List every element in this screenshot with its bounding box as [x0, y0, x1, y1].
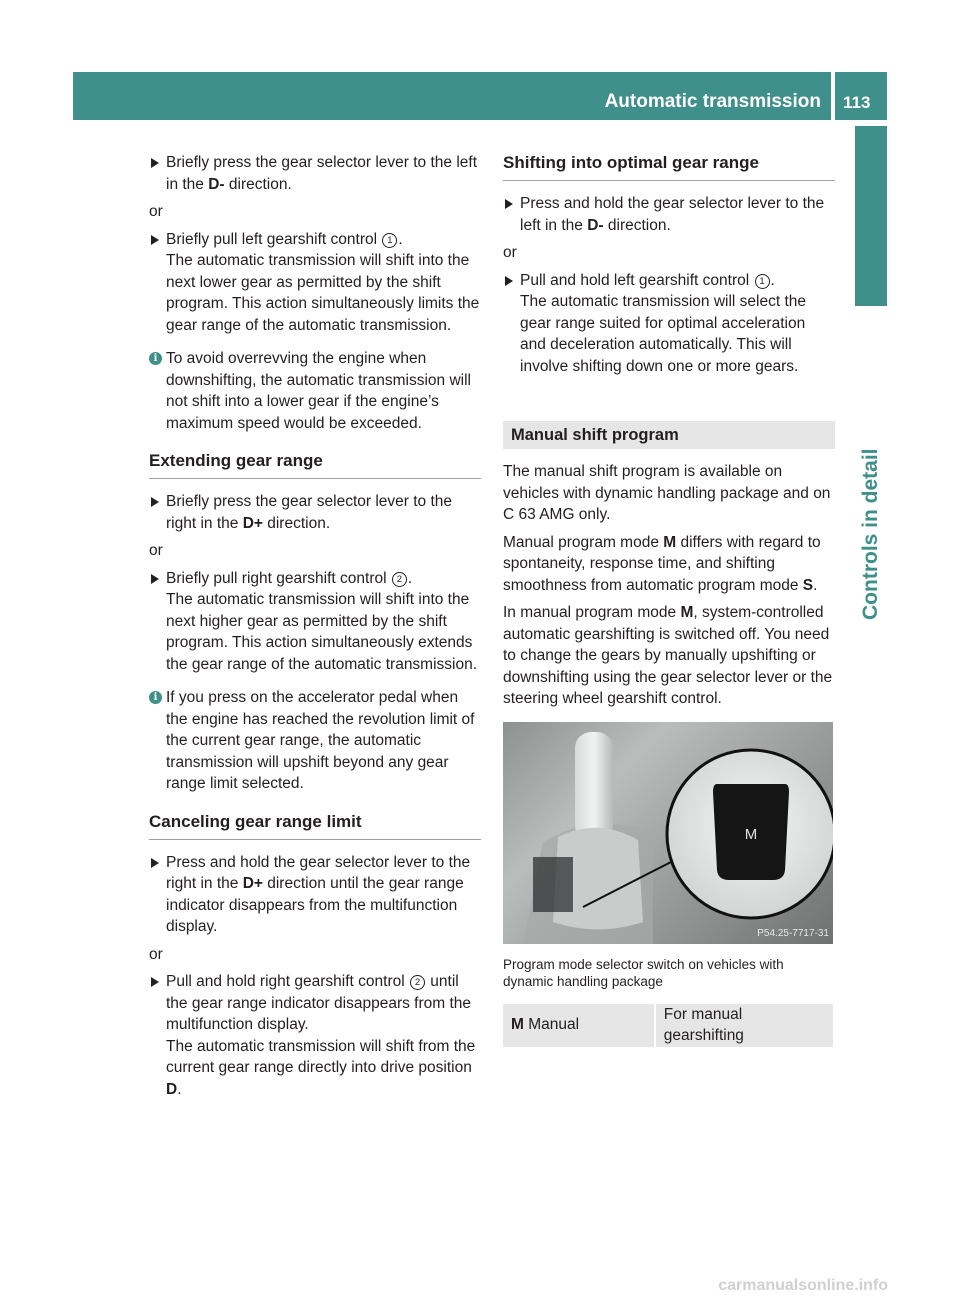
step-item: Briefly press the gear selector lever to the right in the D+ direction. [149, 491, 481, 534]
step-arrow-icon [505, 199, 513, 209]
mode-table [503, 1004, 833, 1047]
step-detail: The automatic transmission will shift into the next lower gear as permitted by the shift program. This action simultaneously limits the gear range of the automatic transmission. [166, 252, 480, 334]
paragraph: Manual program mode M differs with regard to spontaneity, response time, and shifting smoothness from automatic program mode S. [503, 533, 821, 594]
step-arrow-icon [505, 276, 513, 286]
callout-number-icon: 2 [410, 975, 425, 990]
step-detail: The automatic transmission will shift from the current gear range directly into drive position D. [166, 1037, 476, 1098]
step-item: Briefly pull left gearshift control 1 . The automatic transmission will shift into the next lower gear as permitted by the shift program. This action simultaneously limits the gear range of the automatic transmission. [149, 229, 481, 337]
info-note: i To avoid overrevving the engine when downshifting, the automatic transmission will not shift into a lower gear if the engine’s maximum speed would be exceeded. [149, 348, 481, 434]
mode-cell: M Manual [503, 1004, 655, 1047]
left-column [149, 152, 481, 1100]
or-text: or [149, 945, 163, 963]
step-detail: The automatic transmission will select the gear range suited for optimal acceleration and deceleration automatically. This will involve shifting down one or more gears. [520, 293, 807, 375]
step-item: Press and hold the gear selector lever to the left in the D- direction. [503, 193, 835, 236]
step-detail: The automatic transmission will shift into the next higher gear as permitted by the shift program. This action simultaneously extends the gear range of the automatic transmission. [166, 591, 478, 673]
side-tab-marker [855, 126, 887, 306]
info-icon: i [149, 352, 162, 365]
step-arrow-icon [151, 158, 159, 168]
program-mode-figure [503, 722, 833, 944]
step-arrow-icon [151, 574, 159, 584]
section-heading: Extending gear range [149, 450, 481, 479]
watermark: carmanualsonline.info [718, 1277, 888, 1294]
callout-number-icon: 1 [755, 274, 770, 289]
page-number-box [835, 72, 887, 120]
side-tab-label [859, 320, 885, 620]
right-column [503, 152, 835, 1047]
paragraph: The manual shift program is available on vehicles with dynamic handling package and on C 63 AMG only. [503, 463, 831, 523]
step-arrow-icon [151, 497, 159, 507]
step-item: Briefly pull right gearshift control 2 . The automatic transmission will shift into the next higher gear as permitted by the shift program. This action simultaneously extends the gear range of the automatic transmission. [149, 568, 481, 676]
step-arrow-icon [151, 977, 159, 987]
page-number: 113 [843, 93, 871, 112]
gear-lever-photo [503, 722, 833, 944]
side-tab-text: Controls in detail [859, 448, 882, 620]
section-heading: Canceling gear range limit [149, 811, 481, 840]
step-item: Pull and hold right gearshift control 2 until the gear range indicator disappears from the multifunction display. The automatic transmission will shift from the current gear range directly into drive position D. [149, 971, 481, 1100]
page-title: Automatic transmission [604, 91, 821, 112]
callout-number-icon: 2 [392, 572, 407, 587]
mode-button-label: M [744, 825, 758, 843]
or-text: or [149, 542, 163, 559]
step-item: Press and hold the gear selector lever to the right in the D+ direction until the gear range indicator disappears from the multifunction display. [149, 852, 481, 938]
paragraph: In manual program mode M, system-controlled automatic gearshifting is switched off. You need to change the gears by manually upshifting or downshifting using the gear selector lever or the steering wheel gearshift control. [503, 604, 833, 707]
info-icon: i [149, 691, 162, 704]
table-row [503, 1004, 833, 1047]
section-heading-box: Manual shift program [503, 421, 835, 449]
step-item: Pull and hold left gearshift control 1 . The automatic transmission will select the gear range suited for optimal acceleration and deceleration automatically. This will involve shifting down one or more gears. [503, 270, 835, 378]
callout-number-icon: 1 [382, 233, 397, 248]
step-arrow-icon [151, 858, 159, 868]
info-note: i If you press on the accelerator pedal when the engine has reached the revolution limit of the current gear range, the automatic transmission will upshift beyond any gear range limit selected. [149, 687, 481, 795]
description-cell: For manual gearshifting [655, 1004, 833, 1047]
header-bar [73, 72, 831, 120]
or-text: or [149, 203, 163, 220]
section-heading: Shifting into optimal gear range [503, 152, 835, 181]
step-item: Briefly press the gear selector lever to the left in the D- direction. [149, 152, 481, 195]
or-text: or [503, 244, 517, 261]
figure-caption: Program mode selector switch on vehicles with dynamic handling package [503, 956, 784, 989]
figure-code: P54.25-7717-31 [757, 927, 829, 939]
step-arrow-icon [151, 235, 159, 245]
